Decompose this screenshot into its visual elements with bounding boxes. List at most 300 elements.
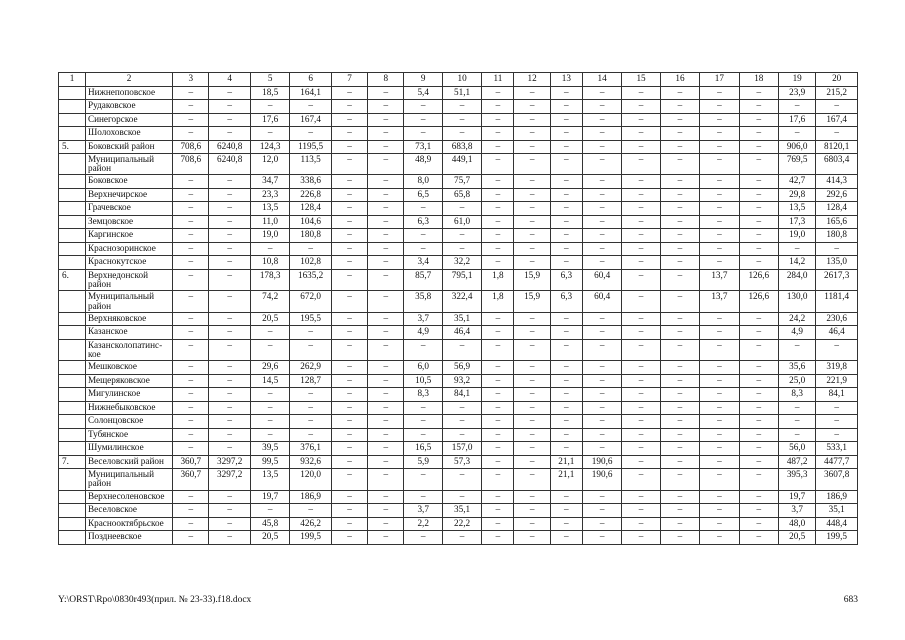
table-cell: – xyxy=(739,140,778,154)
row-name: Муниципальный район xyxy=(85,291,172,312)
table-cell: – xyxy=(250,401,289,415)
table-cell: – xyxy=(622,154,660,175)
table-cell: 17,6 xyxy=(779,113,816,127)
table-cell: 6240,8 xyxy=(209,140,251,154)
row-number xyxy=(59,326,86,340)
table-cell: – xyxy=(442,490,481,504)
table-cell: – xyxy=(739,469,778,490)
table-cell: – xyxy=(331,175,367,189)
table-cell: – xyxy=(816,415,858,429)
table-cell: 932,6 xyxy=(290,455,332,469)
table-cell: 23,9 xyxy=(779,86,816,100)
table-row xyxy=(59,113,858,127)
table-cell: – xyxy=(660,140,699,154)
header-cell: 20 xyxy=(816,73,858,87)
table-cell: 6,5 xyxy=(404,188,442,202)
table-cell: – xyxy=(514,339,550,360)
table-cell: – xyxy=(331,428,367,442)
table-cell: 42,7 xyxy=(779,175,816,189)
table-cell: 15,9 xyxy=(514,269,550,290)
row-name: Нижнепоповское xyxy=(85,86,172,100)
table-cell: – xyxy=(660,312,699,326)
table-cell: – xyxy=(739,86,778,100)
table-cell: – xyxy=(442,242,481,256)
table-cell: 102,8 xyxy=(290,256,332,270)
table-cell: – xyxy=(622,517,660,531)
header-cell: 8 xyxy=(368,73,404,87)
table-cell: – xyxy=(331,388,367,402)
table-cell: – xyxy=(482,229,514,243)
table-cell: – xyxy=(290,326,332,340)
table-cell: – xyxy=(209,517,251,531)
table-cell: 20,5 xyxy=(250,312,289,326)
table-cell: – xyxy=(442,469,481,490)
row-name: Тубянское xyxy=(85,428,172,442)
table-cell: – xyxy=(582,154,621,175)
table-cell: – xyxy=(482,339,514,360)
table-cell: – xyxy=(173,256,209,270)
table-cell: – xyxy=(550,339,582,360)
table-cell: – xyxy=(660,188,699,202)
table-cell: – xyxy=(779,100,816,114)
table-cell: – xyxy=(514,154,550,175)
table-cell: 39,5 xyxy=(250,442,289,456)
row-number xyxy=(59,517,86,531)
table-cell: – xyxy=(209,256,251,270)
table-row xyxy=(59,455,858,469)
table-cell: – xyxy=(660,374,699,388)
table-cell: – xyxy=(482,361,514,375)
table-cell: – xyxy=(250,326,289,340)
table-row xyxy=(59,127,858,141)
row-name: Мещеряковское xyxy=(85,374,172,388)
table-cell: – xyxy=(482,113,514,127)
table-cell: – xyxy=(779,339,816,360)
table-row xyxy=(59,100,858,114)
table-cell: 13,5 xyxy=(779,202,816,216)
table-cell: 34,7 xyxy=(250,175,289,189)
table-cell: 8120,1 xyxy=(816,140,858,154)
table-row xyxy=(59,517,858,531)
table-cell: – xyxy=(404,127,442,141)
table-cell: 322,4 xyxy=(442,291,481,312)
table-cell: – xyxy=(368,188,404,202)
table-cell: – xyxy=(331,127,367,141)
table-cell: – xyxy=(442,401,481,415)
data-table xyxy=(58,72,858,545)
row-number xyxy=(59,374,86,388)
table-cell: – xyxy=(368,455,404,469)
table-cell: – xyxy=(700,100,739,114)
table-cell: 215,2 xyxy=(816,86,858,100)
table-cell: – xyxy=(582,100,621,114)
table-cell: – xyxy=(660,256,699,270)
table-cell: – xyxy=(250,415,289,429)
table-cell: 8,3 xyxy=(404,388,442,402)
table-cell: – xyxy=(209,415,251,429)
table-cell: – xyxy=(700,202,739,216)
table-cell: 3297,2 xyxy=(209,469,251,490)
table-cell: – xyxy=(739,517,778,531)
table-cell: – xyxy=(550,361,582,375)
table-cell: – xyxy=(700,469,739,490)
table-cell: – xyxy=(739,312,778,326)
table-cell: – xyxy=(173,361,209,375)
table-cell: 10,5 xyxy=(404,374,442,388)
table-cell: 10,8 xyxy=(250,256,289,270)
table-cell: 414,3 xyxy=(816,175,858,189)
table-cell: – xyxy=(331,140,367,154)
table-cell: – xyxy=(368,361,404,375)
header-cell: 4 xyxy=(209,73,251,87)
table-cell: – xyxy=(209,312,251,326)
table-cell: 85,7 xyxy=(404,269,442,290)
table-cell: – xyxy=(173,113,209,127)
table-cell: – xyxy=(700,242,739,256)
table-cell: – xyxy=(700,229,739,243)
row-name: Боковский район xyxy=(85,140,172,154)
table-cell: – xyxy=(582,113,621,127)
table-cell: – xyxy=(582,86,621,100)
table-cell: – xyxy=(582,415,621,429)
row-number xyxy=(59,504,86,518)
table-cell: 683,8 xyxy=(442,140,481,154)
table-cell: – xyxy=(582,401,621,415)
table-cell: 35,1 xyxy=(442,312,481,326)
table-cell: – xyxy=(622,339,660,360)
table-cell: – xyxy=(779,415,816,429)
table-cell: 376,1 xyxy=(290,442,332,456)
table-cell: – xyxy=(331,269,367,290)
row-number: 5. xyxy=(59,140,86,154)
table-cell: – xyxy=(331,455,367,469)
table-cell: – xyxy=(482,175,514,189)
table-row xyxy=(59,188,858,202)
table-cell: – xyxy=(173,401,209,415)
table-cell: 13,5 xyxy=(250,469,289,490)
table-cell: – xyxy=(209,86,251,100)
table-cell: – xyxy=(700,401,739,415)
row-number xyxy=(59,312,86,326)
table-cell: – xyxy=(514,312,550,326)
table-cell: – xyxy=(331,504,367,518)
table-cell: – xyxy=(482,312,514,326)
table-row xyxy=(59,531,858,545)
table-row xyxy=(59,86,858,100)
table-cell: – xyxy=(368,531,404,545)
table-cell: – xyxy=(700,415,739,429)
table-cell: 2,2 xyxy=(404,517,442,531)
table-cell: 5,4 xyxy=(404,86,442,100)
table-cell: – xyxy=(816,242,858,256)
table-cell: 35,1 xyxy=(816,504,858,518)
table-cell: – xyxy=(368,442,404,456)
table-cell: – xyxy=(660,339,699,360)
table-cell: – xyxy=(209,442,251,456)
table-cell: – xyxy=(250,127,289,141)
table-cell: – xyxy=(700,127,739,141)
table-cell: – xyxy=(368,215,404,229)
table-cell: – xyxy=(582,428,621,442)
table-cell: – xyxy=(482,415,514,429)
table-cell: – xyxy=(404,531,442,545)
table-cell: – xyxy=(209,242,251,256)
table-cell: – xyxy=(816,428,858,442)
table-cell: – xyxy=(550,256,582,270)
table-cell: – xyxy=(482,388,514,402)
table-cell: 20,5 xyxy=(779,531,816,545)
table-cell: 226,8 xyxy=(290,188,332,202)
table-cell: – xyxy=(331,361,367,375)
row-number xyxy=(59,442,86,456)
row-name: Казансколопатинс-кое xyxy=(85,339,172,360)
table-cell: – xyxy=(550,490,582,504)
table-cell: – xyxy=(250,388,289,402)
row-number xyxy=(59,401,86,415)
table-cell: – xyxy=(550,415,582,429)
table-cell: 6,0 xyxy=(404,361,442,375)
table-cell: – xyxy=(660,100,699,114)
table-cell: 167,4 xyxy=(816,113,858,127)
table-cell: – xyxy=(514,428,550,442)
table-cell: – xyxy=(368,100,404,114)
table-cell: – xyxy=(739,415,778,429)
table-cell: – xyxy=(331,256,367,270)
table-cell: – xyxy=(482,140,514,154)
table-cell: – xyxy=(404,415,442,429)
row-number xyxy=(59,428,86,442)
table-cell: 14,5 xyxy=(250,374,289,388)
table-cell: – xyxy=(173,504,209,518)
table-cell: – xyxy=(368,339,404,360)
table-cell: – xyxy=(622,188,660,202)
table-cell: – xyxy=(209,401,251,415)
table-row xyxy=(59,215,858,229)
table-cell: 8,3 xyxy=(779,388,816,402)
row-number xyxy=(59,229,86,243)
table-cell: – xyxy=(739,215,778,229)
table-cell: – xyxy=(368,490,404,504)
table-cell: – xyxy=(582,256,621,270)
table-cell: 126,6 xyxy=(739,291,778,312)
table-cell: 19,7 xyxy=(250,490,289,504)
footer-file-path: Y:\ORST\Rpo\0830r493(прил. № 23-33).f18.docx xyxy=(58,595,252,605)
table-cell: 113,5 xyxy=(290,154,332,175)
table-cell: – xyxy=(290,127,332,141)
table-cell: 17,3 xyxy=(779,215,816,229)
table-row xyxy=(59,175,858,189)
table-cell: – xyxy=(660,113,699,127)
table-cell: – xyxy=(660,428,699,442)
table-cell: 21,1 xyxy=(550,469,582,490)
table-cell: – xyxy=(582,531,621,545)
table-cell: 17,6 xyxy=(250,113,289,127)
table-cell: 74,2 xyxy=(250,291,289,312)
table-cell: – xyxy=(739,455,778,469)
table-cell: 130,0 xyxy=(779,291,816,312)
table-cell: – xyxy=(739,428,778,442)
table-row xyxy=(59,361,858,375)
header-cell: 6 xyxy=(290,73,332,87)
row-number: 7. xyxy=(59,455,86,469)
table-cell: – xyxy=(700,361,739,375)
table-cell: – xyxy=(700,188,739,202)
table-cell: – xyxy=(368,312,404,326)
table-cell: – xyxy=(290,388,332,402)
table-cell: – xyxy=(739,388,778,402)
row-name: Рудаковское xyxy=(85,100,172,114)
table-cell: – xyxy=(250,242,289,256)
row-name: Шумилинское xyxy=(85,442,172,456)
table-cell: 60,4 xyxy=(582,269,621,290)
header-cell: 11 xyxy=(482,73,514,87)
table-cell: – xyxy=(514,100,550,114)
table-cell: 45,8 xyxy=(250,517,289,531)
table-cell: – xyxy=(173,188,209,202)
header-cell: 5 xyxy=(250,73,289,87)
table-cell: 18,5 xyxy=(250,86,289,100)
table-cell: – xyxy=(368,374,404,388)
row-name: Земцовское xyxy=(85,215,172,229)
table-cell: 14,2 xyxy=(779,256,816,270)
table-cell: – xyxy=(209,388,251,402)
table-cell: – xyxy=(550,175,582,189)
table-cell: 164,1 xyxy=(290,86,332,100)
table-cell: 2617,3 xyxy=(816,269,858,290)
table-cell: – xyxy=(550,86,582,100)
table-cell: – xyxy=(700,339,739,360)
table-cell: – xyxy=(700,175,739,189)
table-cell: – xyxy=(739,361,778,375)
table-cell: – xyxy=(622,256,660,270)
table-cell: – xyxy=(209,531,251,545)
table-cell: 11,0 xyxy=(250,215,289,229)
table-cell: 4,9 xyxy=(404,326,442,340)
table-cell: – xyxy=(660,269,699,290)
table-cell: – xyxy=(209,127,251,141)
table-cell: – xyxy=(404,202,442,216)
table-cell: – xyxy=(482,469,514,490)
table-cell: 84,1 xyxy=(816,388,858,402)
table-cell: – xyxy=(622,127,660,141)
table-cell: – xyxy=(582,127,621,141)
table-cell: 75,7 xyxy=(442,175,481,189)
table-cell: – xyxy=(622,269,660,290)
table-cell: 6,3 xyxy=(404,215,442,229)
table-cell: – xyxy=(514,517,550,531)
table-cell: 449,1 xyxy=(442,154,481,175)
header-cell: 1 xyxy=(59,73,86,87)
table-cell: 230,6 xyxy=(816,312,858,326)
table-cell: – xyxy=(582,175,621,189)
table-cell: – xyxy=(331,312,367,326)
table-cell: 6,3 xyxy=(550,291,582,312)
table-cell: – xyxy=(582,339,621,360)
table-cell: 16,5 xyxy=(404,442,442,456)
table-cell: – xyxy=(404,428,442,442)
table-cell: – xyxy=(660,361,699,375)
table-cell: – xyxy=(622,401,660,415)
table-cell: – xyxy=(368,269,404,290)
table-cell: – xyxy=(368,140,404,154)
table-cell: 186,9 xyxy=(816,490,858,504)
table-cell: – xyxy=(550,242,582,256)
table-cell: 84,1 xyxy=(442,388,481,402)
table-cell: – xyxy=(442,531,481,545)
table-cell: – xyxy=(442,339,481,360)
table-cell: – xyxy=(660,531,699,545)
table-cell: – xyxy=(700,428,739,442)
row-number xyxy=(59,127,86,141)
table-row xyxy=(59,428,858,442)
row-number xyxy=(59,291,86,312)
table-cell: – xyxy=(290,100,332,114)
table-cell: 319,8 xyxy=(816,361,858,375)
table-cell: – xyxy=(514,215,550,229)
table-cell: – xyxy=(442,127,481,141)
table-cell: – xyxy=(209,504,251,518)
table-cell: 19,7 xyxy=(779,490,816,504)
table-cell: 21,1 xyxy=(550,455,582,469)
table-cell: – xyxy=(622,428,660,442)
table-cell: 48,0 xyxy=(779,517,816,531)
header-cell: 15 xyxy=(622,73,660,87)
table-row xyxy=(59,469,858,490)
table-cell: – xyxy=(660,504,699,518)
table-cell: 120,0 xyxy=(290,469,332,490)
table-cell: – xyxy=(173,229,209,243)
row-name: Позднеевское xyxy=(85,531,172,545)
table-cell: 51,1 xyxy=(442,86,481,100)
table-cell: – xyxy=(442,202,481,216)
table-cell: 99,5 xyxy=(250,455,289,469)
table-cell: – xyxy=(173,202,209,216)
table-cell: 65,8 xyxy=(442,188,481,202)
row-number xyxy=(59,175,86,189)
table-row xyxy=(59,291,858,312)
table-cell: 25,0 xyxy=(779,374,816,388)
table-cell: – xyxy=(514,86,550,100)
table-cell: – xyxy=(173,242,209,256)
table-row xyxy=(59,202,858,216)
table-cell: – xyxy=(404,100,442,114)
table-cell: 3297,2 xyxy=(209,455,251,469)
table-row xyxy=(59,242,858,256)
table-cell: – xyxy=(209,326,251,340)
table-cell: 190,6 xyxy=(582,469,621,490)
table-cell: – xyxy=(622,113,660,127)
table-cell: – xyxy=(368,202,404,216)
row-name: Муниципальный район xyxy=(85,154,172,175)
table-cell: – xyxy=(482,100,514,114)
table-cell: – xyxy=(404,401,442,415)
table-cell: – xyxy=(514,229,550,243)
table-cell: – xyxy=(739,442,778,456)
table-cell: 24,2 xyxy=(779,312,816,326)
table-row xyxy=(59,140,858,154)
table-cell: – xyxy=(550,188,582,202)
table-cell: – xyxy=(290,428,332,442)
table-cell: – xyxy=(582,490,621,504)
table-cell: – xyxy=(700,517,739,531)
table-cell: – xyxy=(779,401,816,415)
table-cell: – xyxy=(622,312,660,326)
table-cell: – xyxy=(482,242,514,256)
table-cell: – xyxy=(514,374,550,388)
table-cell: – xyxy=(622,215,660,229)
table-row xyxy=(59,442,858,456)
table-cell: – xyxy=(209,229,251,243)
